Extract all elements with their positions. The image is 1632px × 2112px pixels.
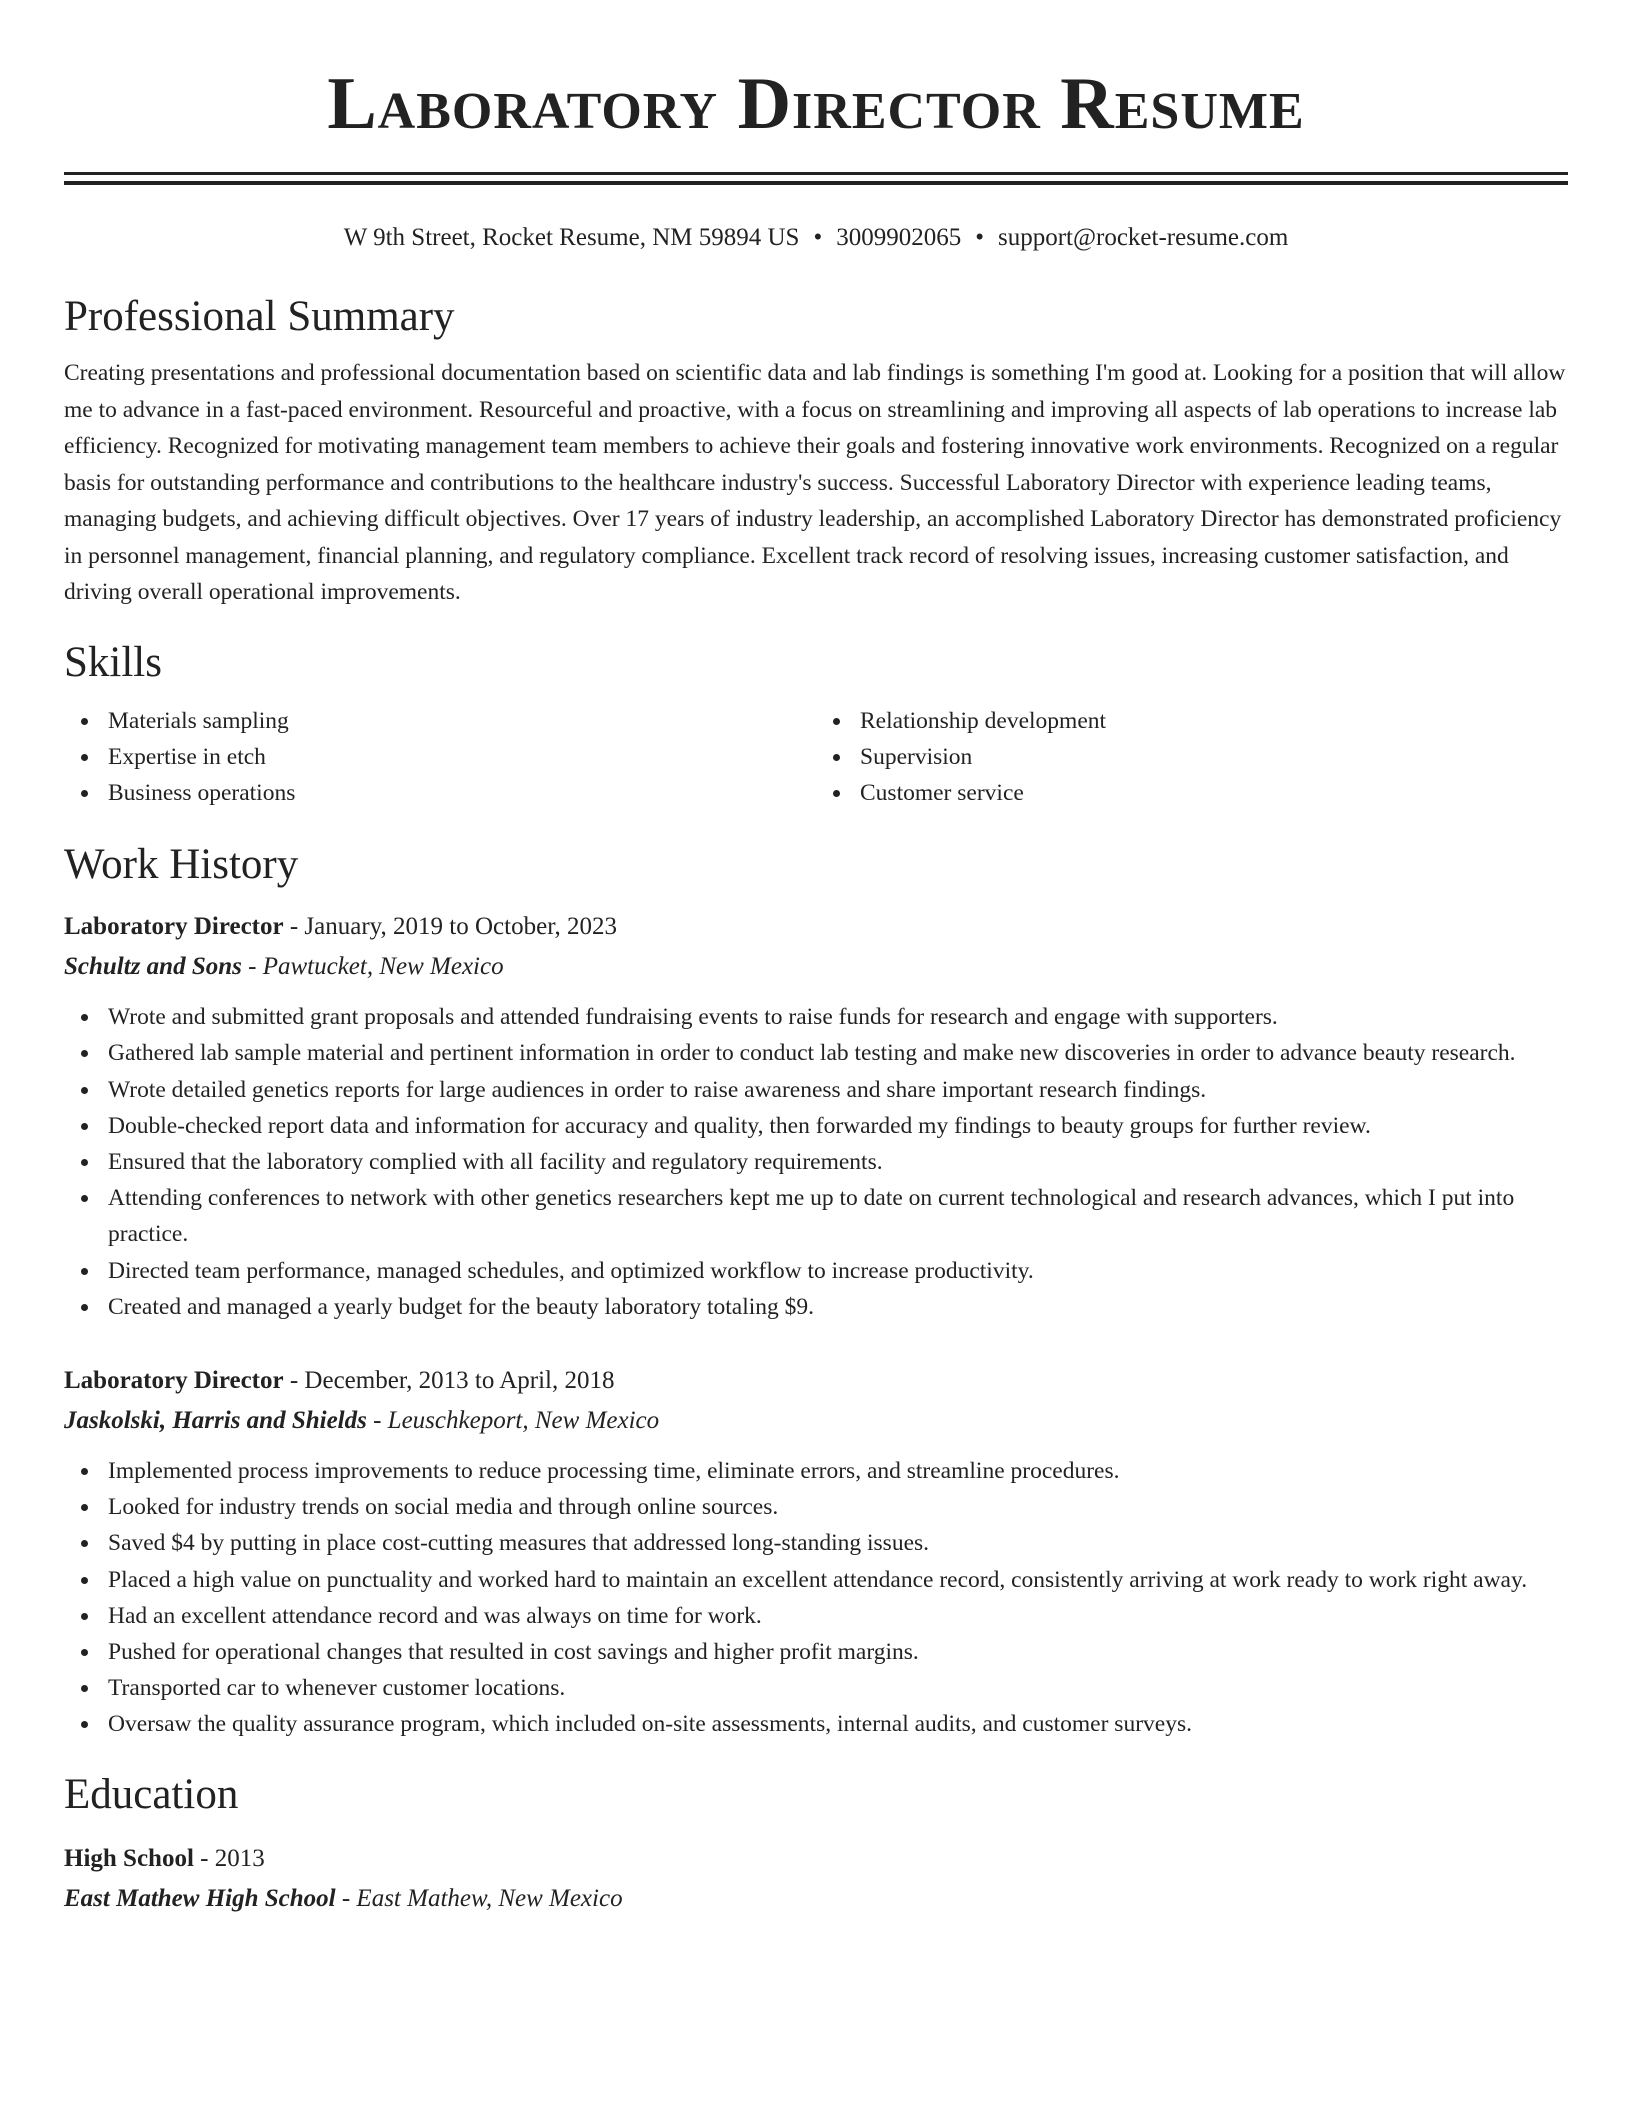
contact-line <box>64 221 1568 255</box>
job-entry <box>64 1361 1568 1743</box>
job-employer <box>64 1401 1568 1441</box>
education-header <box>64 1839 1568 1879</box>
job-duty: Wrote and submitted grant proposals and attended fundraising events to raise funds for research and engage with supporters. <box>64 999 1568 1035</box>
job-company: Schultz and Sons <box>64 953 242 981</box>
skill-item: Business operations <box>64 775 816 811</box>
job-location: - Pawtucket, New Mexico <box>241 953 504 981</box>
job-title: Laboratory Director <box>64 913 284 941</box>
education-location: - East Mathew, New Mexico <box>335 1884 623 1912</box>
job-duty: Oversaw the quality assurance program, which included on-site assessments, internal audits, and customer surveys. <box>64 1706 1568 1742</box>
job-duties <box>64 999 1568 1325</box>
contact-phone: 3009902065 <box>836 224 962 251</box>
contact-separator: • <box>813 224 823 251</box>
job-duty: Created and managed a yearly budget for the beauty laboratory totaling $9. <box>64 1289 1568 1325</box>
contact-email: support@rocket-resume.com <box>997 224 1289 251</box>
job-header <box>64 1361 1568 1401</box>
skill-item: Customer service <box>816 775 1568 811</box>
skill-item: Relationship development <box>816 703 1568 739</box>
job-duty: Transported car to whenever customer locations. <box>64 1670 1568 1706</box>
job-employer <box>64 947 1568 987</box>
job-duty: Had an excellent attendance record and was always on time for work. <box>64 1598 1568 1634</box>
job-company: Jaskolski, Harris and Shields <box>64 1406 367 1434</box>
education-degree: High School <box>64 1844 194 1872</box>
skill-item: Expertise in etch <box>64 739 816 775</box>
skills-list <box>64 703 1568 812</box>
job-duty: Double-checked report data and information for accuracy and quality, then forwarded my findings to beauty groups for further review. <box>64 1108 1568 1144</box>
summary-text: Creating presentations and professional documentation based on scientific data and lab findings is something I'm good at. Looking for a position that will allow me to advance in a fast-paced environment. Resourceful and proactive, with a focus on streamlining and improving all aspects of lab operations to increase lab efficiency. Recognized for motivating management team members to achieve their goals and fostering innovative work environments. Recognized on a regular basis for outstanding performance and contributions to the healthcare industry's success. Successful Laboratory Director with experience leading teams, managing budgets, and achieving difficult objectives. Over 17 years of industry leadership, an accomplished Laboratory Director has demonstrated proficiency in personnel management, financial planning, and regulatory compliance. Excellent track record of resolving issues, increasing customer satisfaction, and driving overall operational improvements. <box>64 360 1566 605</box>
job-header <box>64 907 1568 947</box>
education-entry <box>64 1839 1568 1919</box>
work-history-heading: Work History <box>64 841 299 889</box>
skills-heading: Skills <box>64 638 162 686</box>
education-year: - 2013 <box>193 1844 265 1872</box>
title-divider-top <box>64 172 1568 175</box>
job-duty: Implemented process improvements to reduce processing time, eliminate errors, and streamline procedures. <box>64 1453 1568 1489</box>
job-entry <box>64 907 1568 1325</box>
skill-item: Materials sampling <box>64 703 816 739</box>
job-duty: Wrote detailed genetics reports for large audiences in order to raise awareness and share important research findings. <box>64 1072 1568 1108</box>
job-dates: - January, 2019 to October, 2023 <box>283 913 618 941</box>
skills-column-left <box>64 703 816 812</box>
contact-address: W 9th Street, Rocket Resume, NM 59894 US <box>343 224 800 251</box>
contact-separator: • <box>975 224 984 251</box>
education-school-line <box>64 1879 1568 1919</box>
job-location: - Leuschkeport, New Mexico <box>366 1406 660 1434</box>
skills-column-right <box>816 703 1568 812</box>
job-duty: Gathered lab sample material and pertinent information in order to conduct lab testing and make new discoveries in order to advance beauty research. <box>64 1035 1568 1071</box>
job-title: Laboratory Director <box>64 1366 284 1394</box>
skill-item: Supervision <box>816 739 1568 775</box>
job-duty: Ensured that the laboratory complied with all facility and regulatory requirements. <box>64 1144 1568 1180</box>
job-duties <box>64 1453 1568 1743</box>
education-school: East Mathew High School <box>64 1884 336 1912</box>
resume-title: Laboratory Director Resume <box>327 63 1305 145</box>
education-heading: Education <box>64 1770 239 1818</box>
job-duty: Placed a high value on punctuality and worked hard to maintain an excellent attendance record, consistently arriving at work ready to work right away. <box>64 1562 1568 1598</box>
job-duty: Saved $4 by putting in place cost-cutting measures that addressed long-standing issues. <box>64 1525 1568 1561</box>
job-duty: Looked for industry trends on social media and through online sources. <box>64 1489 1568 1525</box>
job-duty: Pushed for operational changes that resulted in cost savings and higher profit margins. <box>64 1634 1568 1670</box>
job-duty: Attending conferences to network with other genetics researchers kept me up to date on current technological and research advances, which I put into practice. <box>64 1180 1568 1252</box>
title-divider-bottom <box>64 181 1568 185</box>
summary-heading: Professional Summary <box>64 293 455 340</box>
job-duty: Directed team performance, managed schedules, and optimized workflow to increase productivity. <box>64 1253 1568 1289</box>
job-dates: - December, 2013 to April, 2018 <box>283 1366 615 1394</box>
